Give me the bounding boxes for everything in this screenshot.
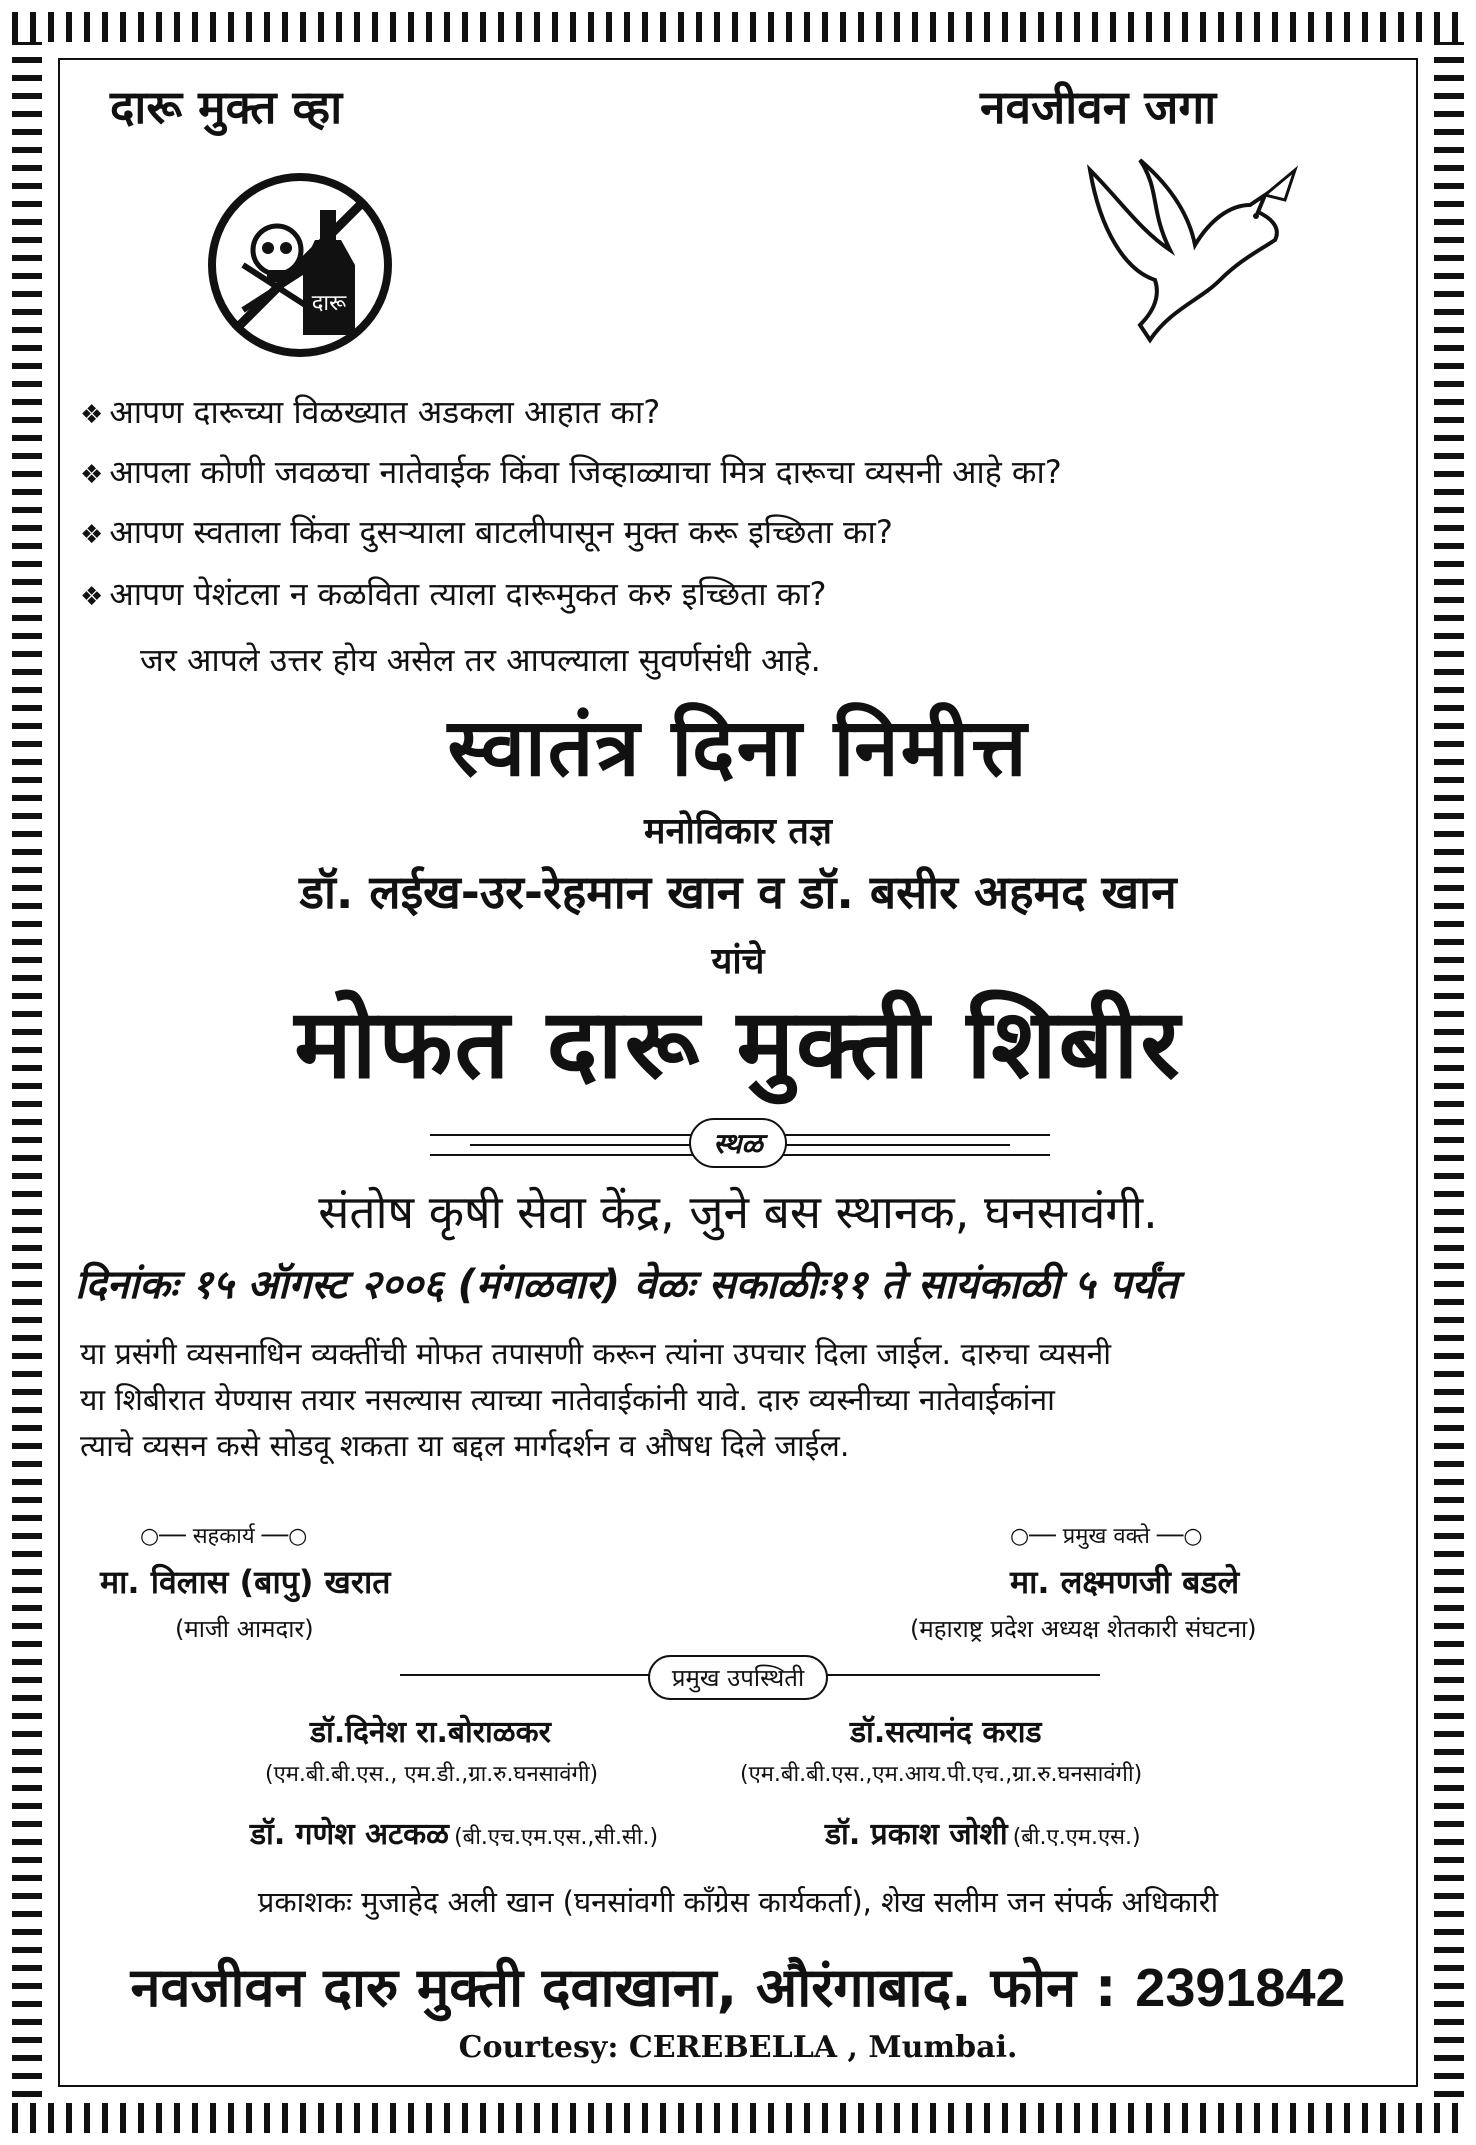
dove-icon	[1080, 150, 1300, 350]
guest-1-name: डॉ.दिनेश रा.बोराळकर	[310, 1715, 551, 1750]
clinic-footer: नवजीवन दारु मुक्ती दवाखाना, औरंगाबाद. फोन : 2391842	[130, 1956, 1346, 2019]
guest-1-title: (एम.बी.बी.एस., एम.डी.,ग्रा.रु.घनसावंगी)	[265, 1762, 599, 1787]
date-time: दिनांकः १५ ऑगस्ट २००६ (मंगळवार) वेळः सकाळीः११ ते सायंकाळी ५ पर्यंत	[75, 1262, 1178, 1308]
opportunity-line: जर आपले उत्तर होय असेल तर आपल्याला सुवर्णसंधी आहे.	[140, 641, 821, 679]
presence-label-wrap	[0, 1655, 1476, 1700]
guest-2-title: (एम.बी.बी.एस.,एम.आय.पी.एच.,ग्रा.रु.घनसावंगी)	[740, 1762, 1143, 1787]
camp-title: मोफत दारू मुक्ती शिबीर	[294, 988, 1182, 1100]
courtesy: Courtesy: CEREBELLA , Mumbai.	[458, 2030, 1018, 2065]
cooperation-name: मा. विलास (बापु) खरात	[100, 1563, 391, 1601]
left-slogan: दारू मुक्त व्हा	[110, 80, 343, 134]
cooperation-title: (माजी आमदार)	[175, 1615, 314, 1643]
speaker-name: मा. लक्ष्मणजी बडले	[1010, 1563, 1240, 1601]
occasion-title: स्वातंत्र दिना निमीत्त	[447, 701, 1029, 794]
description-paragraph: या प्रसंगी व्यसनाधिन व्यक्तींची मोफत तपासणी करून त्यांना उपचार दिला जाईल. दारुचा व्यसनी या शिबीरात येण्यास तयार नसल्यास त्याच्या नातेवाईकांनी यावे. दारु व्यस्नीच्या नातेवाईकांना त्याचे व्यसन कसे सोडवू शकता या बद्दल मार्गदर्शन व औषध दिले जाईल.	[80, 1337, 1111, 1464]
doctors: डॉ. लईख-उर-रेहमान खान व डॉ. बसीर अहमद खान	[299, 865, 1177, 919]
venue-label-wrap	[0, 1118, 1476, 1168]
right-slogan: नवजीवन जगा	[980, 80, 1217, 134]
speaker-title: (महाराष्ट्र प्रदेश अध्यक्ष शेतकारी संघटना)	[910, 1615, 1257, 1643]
cooperation-label: ○── सहकार्य ──○	[140, 1524, 308, 1549]
question-4: ❖ आपण पेशंटला न कळविता त्याला दारूमुकत करु इच्छिता का?	[80, 575, 827, 613]
bottle-label: दारू	[311, 291, 347, 316]
guest-4: डॉ. प्रकाश जोशी (बी.ए.एम.एस.)	[825, 1817, 1141, 1852]
no-alcohol-icon	[205, 170, 395, 360]
specialty: मनोविकार तज्ञ	[644, 811, 832, 852]
question-2: ❖ आपला कोणी जवळचा नातेवाईक किंवा जिव्हाळ्याचा मित्र दारूचा व्यसनी आहे का?	[80, 453, 1062, 491]
guest-2-name: डॉ.सत्यानंद कराड	[850, 1715, 1042, 1750]
publisher-line: प्रकाशकः मुजाहेद अली खान (घनसांवगी कॉंग्रेस कार्यकर्ता), शेख सलीम जन संपर्क अधिकारी	[257, 1885, 1219, 1919]
question-1: ❖ आपण दारूच्या विळख्यात अडकला आहात का?	[80, 393, 661, 431]
yanche: यांचे	[711, 941, 765, 982]
venue-label: स्थळ	[689, 1118, 787, 1168]
speaker-label: ○── प्रमुख वक्ते ──○	[1010, 1524, 1203, 1549]
venue-address: संतोष कृषी सेवा केंद्र, जुने बस स्थानक, घनसावंगी.	[318, 1185, 1158, 1239]
question-3: ❖ आपण स्वताला किंवा दुसऱ्याला बाटलीपासून मुक्त करू इच्छिता का?	[80, 513, 893, 551]
phone-number: 2391842	[1135, 1958, 1346, 2018]
guest-3: डॉ. गणेश अटकळ (बी.एच.एम.एस.,सी.सी.)	[250, 1817, 659, 1852]
presence-label: प्रमुख उपस्थिती	[648, 1655, 828, 1700]
